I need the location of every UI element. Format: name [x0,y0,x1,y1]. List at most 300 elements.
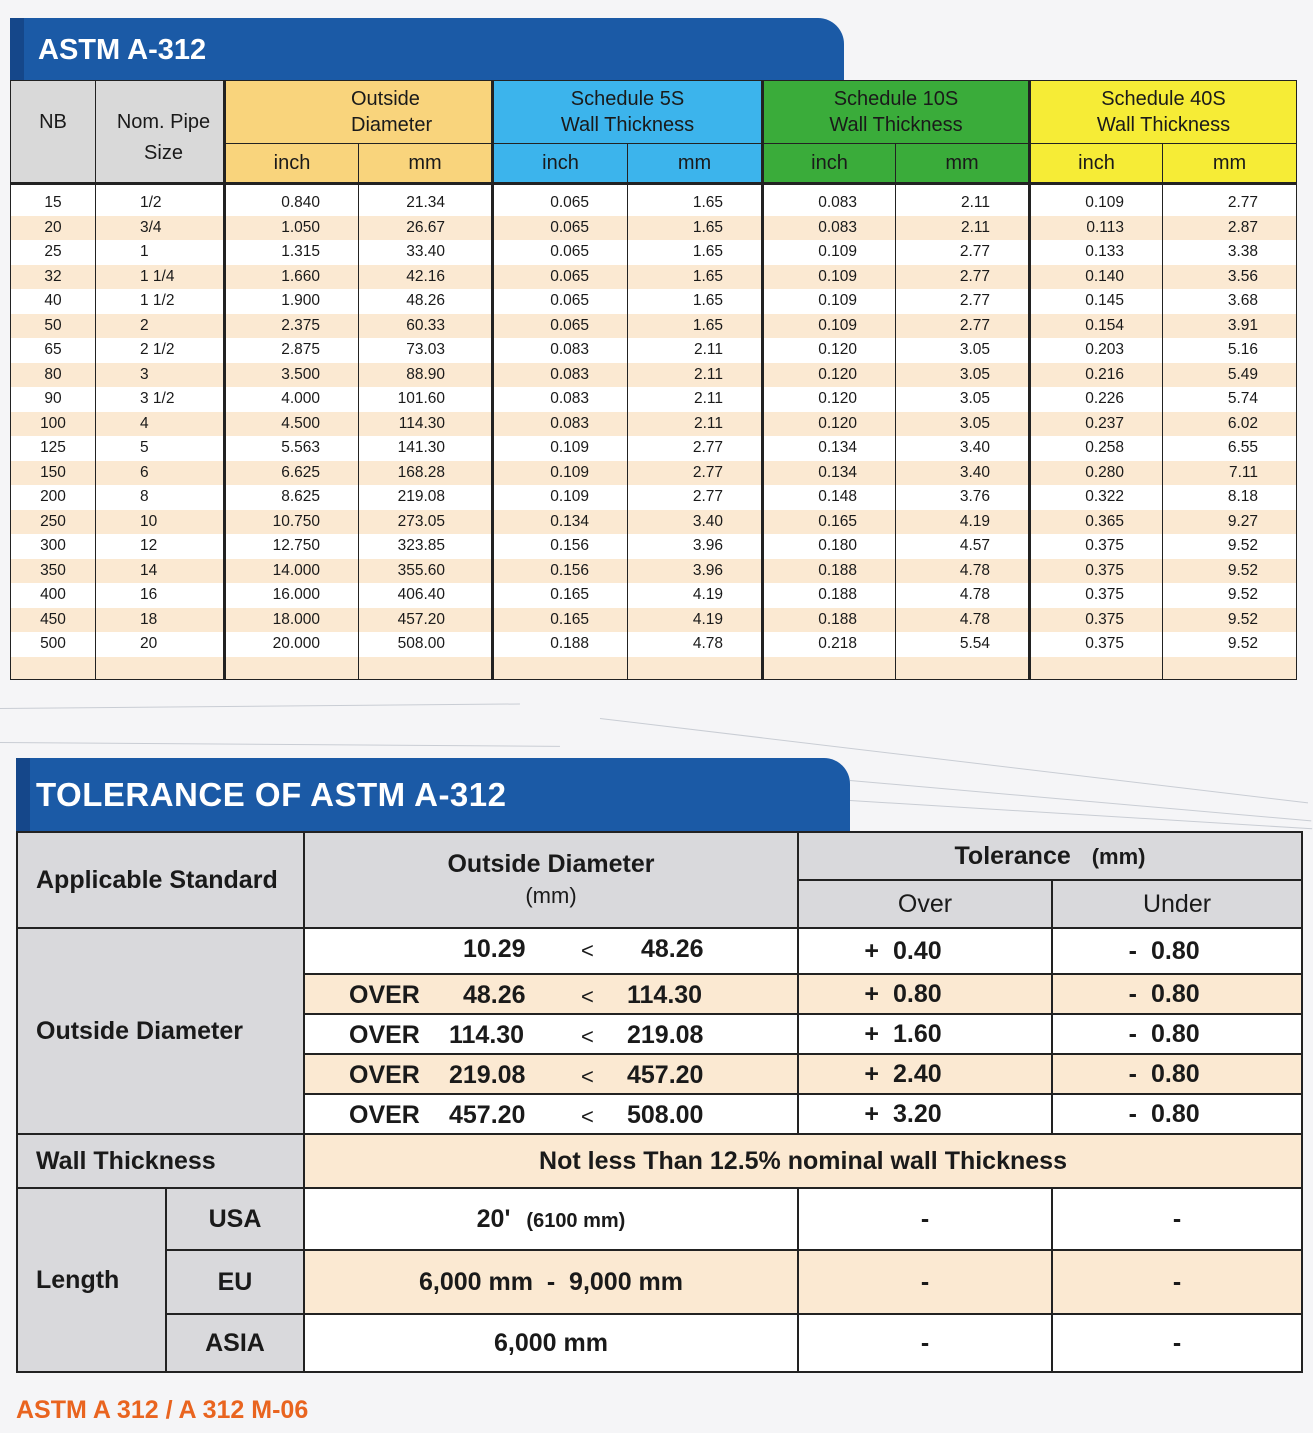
cell-s40-inch: 0.375 [1030,534,1163,559]
cell-s10-inch: 0.083 [763,184,896,216]
tolerance-under-value: 0.80 [1151,1019,1200,1048]
cell-s10-mm: 3.76 [896,485,1030,510]
col-header-5s-inch: inch [493,144,628,184]
cell-s10-mm: 4.78 [896,583,1030,608]
cell-s10-mm: 2.77 [896,265,1030,290]
decorative-line [0,703,520,709]
cell-s40-inch: 0.280 [1030,461,1163,486]
cell-od-inch: 2.875 [225,338,359,363]
cell-od-inch: 1.900 [225,289,359,314]
length-tolerance-over: - [798,1314,1052,1372]
cell-od-inch: 8.625 [225,485,359,510]
cell-s40-inch: 0.216 [1030,363,1163,388]
cell-od-inch: 0.840 [225,184,359,216]
cell-s10-inch: 0.083 [763,216,896,241]
cell-s5-inch: 0.156 [493,534,628,559]
cell-s5-mm: 1.65 [628,184,763,216]
cell-s40-inch: 0.365 [1030,510,1163,535]
cell-s10-mm: 3.05 [896,412,1030,437]
cell-s5-inch: 0.156 [493,559,628,584]
cell-s40-mm: 2.77 [1163,184,1297,216]
cell-s10-mm: 2.77 [896,314,1030,339]
tolerance-over [798,1054,1052,1094]
cell-s10-mm: 5.54 [896,632,1030,657]
od-range-op: < [581,984,594,1009]
cell-nb: 65 [11,338,96,363]
cell-s5-mm: 4.78 [628,632,763,657]
empty-cell [96,657,225,680]
header-outside-diameter [304,832,798,928]
table-row-spacer [11,657,1297,680]
cell-s40-inch: 0.145 [1030,289,1163,314]
col-header-schedule-40s: Schedule 40S Wall Thickness [1030,81,1297,144]
cell-nom-size: 4 [96,412,225,437]
cell-s10-inch: 0.120 [763,387,896,412]
od-range [304,1014,798,1054]
cell-s10-inch: 0.120 [763,338,896,363]
cell-od-mm: 323.85 [359,534,493,559]
cell-s10-mm: 4.78 [896,608,1030,633]
length-value-main: 6,000 mm - 9,000 mm [418,1267,684,1296]
decorative-line [0,742,560,747]
cell-od-inch: 6.625 [225,461,359,486]
cell-s40-inch: 0.237 [1030,412,1163,437]
table-row [11,534,1297,559]
cell-s5-mm: 3.40 [628,510,763,535]
cell-s5-inch: 0.165 [493,608,628,633]
cell-od-inch: 10.750 [225,510,359,535]
cell-s5-mm: 1.65 [628,240,763,265]
cell-nb: 25 [11,240,96,265]
cell-s10-mm: 3.05 [896,387,1030,412]
cell-od-inch: 4.000 [225,387,359,412]
tolerance-under-value: 0.80 [1151,1059,1200,1088]
table-row [11,338,1297,363]
empty-cell [896,657,1030,680]
od-range [304,928,798,974]
od-range-to: 219.08 [627,1021,704,1049]
tolerance-under-sign: - [1128,1059,1137,1088]
tolerance-over-value: 1.60 [893,1019,942,1048]
tolerance-table [16,831,1303,1373]
cell-nb: 40 [11,289,96,314]
tolerance-under [1052,928,1302,974]
empty-cell [1030,657,1163,680]
tolerance-over [798,1014,1052,1054]
cell-s10-inch: 0.134 [763,461,896,486]
cell-s40-mm: 9.27 [1163,510,1297,535]
tolerance-over-value: 0.40 [893,936,942,965]
cell-s40-inch: 0.133 [1030,240,1163,265]
cell-s10-inch: 0.109 [763,289,896,314]
cell-od-mm: 48.26 [359,289,493,314]
cell-s40-mm: 5.16 [1163,338,1297,363]
section-title-astm-a312: ASTM A-312 [10,18,844,82]
cell-od-inch: 18.000 [225,608,359,633]
cell-s5-mm: 4.19 [628,608,763,633]
cell-nb: 250 [11,510,96,535]
header-tolerance [798,832,1302,880]
tolerance-under-value: 0.80 [1151,979,1200,1008]
tolerance-under [1052,1014,1302,1054]
cell-s5-mm: 1.65 [628,216,763,241]
cell-od-inch: 12.750 [225,534,359,559]
cell-s10-inch: 0.120 [763,412,896,437]
cell-od-inch: 1.050 [225,216,359,241]
tolerance-over-sign: + [864,1019,879,1048]
cell-nb: 50 [11,314,96,339]
cell-s40-inch: 0.375 [1030,608,1163,633]
cell-s40-mm: 3.38 [1163,240,1297,265]
col-header-10s-inch: inch [763,144,896,184]
cell-od-inch: 3.500 [225,363,359,388]
cell-s10-mm: 3.40 [896,436,1030,461]
length-tolerance-under: - [1052,1314,1302,1372]
cell-od-inch: 20.000 [225,632,359,657]
table-row [11,583,1297,608]
cell-s5-inch: 0.065 [493,265,628,290]
tolerance-over-sign: + [864,936,879,965]
cell-nom-size: 1 1/4 [96,265,225,290]
tolerance-under [1052,974,1302,1014]
cell-nom-size: 3/4 [96,216,225,241]
cell-s5-inch: 0.165 [493,583,628,608]
cell-nb: 20 [11,216,96,241]
cell-s5-mm: 1.65 [628,265,763,290]
header-under: Under [1052,880,1302,928]
cell-od-mm: 101.60 [359,387,493,412]
cell-nom-size: 18 [96,608,225,633]
length-region: EU [166,1250,304,1314]
cell-od-mm: 73.03 [359,338,493,363]
od-range-to: 114.30 [627,981,703,1009]
length-value-note: (6100 mm) [526,1209,626,1232]
cell-nb: 300 [11,534,96,559]
cell-nb: 450 [11,608,96,633]
table-row [11,412,1297,437]
cell-s10-inch: 0.188 [763,583,896,608]
tolerance-under [1052,1054,1302,1094]
cell-nb: 200 [11,485,96,510]
col-header-od-mm: mm [359,144,493,184]
cell-s5-mm: 1.65 [628,289,763,314]
cell-nb: 350 [11,559,96,584]
length-value [304,1250,798,1314]
od-range [304,1094,798,1134]
cell-nom-size: 10 [96,510,225,535]
empty-cell [628,657,763,680]
cell-s5-inch: 0.109 [493,461,628,486]
cell-s5-mm: 2.77 [628,436,763,461]
header-od-label: Outside Diameter [447,850,655,878]
cell-od-mm: 26.67 [359,216,493,241]
cell-s40-inch: 0.203 [1030,338,1163,363]
cell-nom-size: 16 [96,583,225,608]
cell-nom-size: 2 1/2 [96,338,225,363]
table-row [11,608,1297,633]
col-header-nom-pipe-size: Nom. Pipe Size [96,81,225,184]
cell-s5-inch: 0.065 [493,184,628,216]
cell-od-mm: 42.16 [359,265,493,290]
header-tolerance-label: Tolerance [954,841,1071,870]
tolerance-over-sign: + [864,979,879,1008]
cell-s5-inch: 0.134 [493,510,628,535]
od-range-prefix: OVER [349,1101,420,1129]
table-row [11,436,1297,461]
tolerance-over-sign: + [864,1099,879,1128]
od-range-from: 219.08 [449,1061,526,1089]
od-range-op: < [581,938,594,963]
cell-s10-inch: 0.218 [763,632,896,657]
cell-od-mm: 508.00 [359,632,493,657]
cell-od-mm: 141.30 [359,436,493,461]
table-row [11,184,1297,216]
tolerance-under [1052,1094,1302,1134]
cell-od-mm: 114.30 [359,412,493,437]
cell-od-mm: 168.28 [359,461,493,486]
cell-s5-inch: 0.065 [493,314,628,339]
cell-s10-mm: 2.77 [896,289,1030,314]
tolerance-under-sign: - [1128,979,1137,1008]
cell-s5-inch: 0.083 [493,363,628,388]
length-label: Length [17,1188,166,1372]
cell-s40-mm: 5.74 [1163,387,1297,412]
table-row [11,387,1297,412]
cell-nom-size: 2 [96,314,225,339]
cell-s40-mm: 5.49 [1163,363,1297,388]
cell-s10-inch: 0.134 [763,436,896,461]
od-range-from: 10.29 [463,935,526,963]
od-range-op: < [581,1064,594,1089]
od-range-prefix: OVER [349,1061,420,1089]
cell-nom-size: 1/2 [96,184,225,216]
cell-nom-size: 6 [96,461,225,486]
cell-od-mm: 88.90 [359,363,493,388]
tolerance-over-value: 2.40 [893,1059,942,1088]
cell-od-mm: 406.40 [359,583,493,608]
cell-s40-mm: 2.87 [1163,216,1297,241]
cell-s10-inch: 0.109 [763,314,896,339]
od-range [304,1054,798,1094]
cell-od-inch: 14.000 [225,559,359,584]
cell-s10-mm: 4.57 [896,534,1030,559]
cell-s5-mm: 3.96 [628,534,763,559]
wall-thickness-label: Wall Thickness [17,1134,304,1188]
cell-nom-size: 8 [96,485,225,510]
table-row [11,559,1297,584]
cell-s5-inch: 0.109 [493,436,628,461]
cell-od-inch: 1.315 [225,240,359,265]
empty-cell [359,657,493,680]
table-row [11,240,1297,265]
table-row [11,461,1297,486]
cell-s10-inch: 0.148 [763,485,896,510]
pipe-dimension-table [10,80,1297,680]
cell-s5-inch: 0.065 [493,240,628,265]
length-tolerance-under: - [1052,1250,1302,1314]
cell-s5-mm: 2.11 [628,363,763,388]
empty-cell [225,657,359,680]
standard-footer: ASTM A 312 / A 312 M-06 [16,1396,309,1424]
cell-nb: 90 [11,387,96,412]
header-over: Over [798,880,1052,928]
length-value-main: 20' [476,1204,511,1233]
col-header-outside-diameter: Outside Diameter [225,81,493,144]
cell-nom-size: 12 [96,534,225,559]
cell-s40-inch: 0.322 [1030,485,1163,510]
empty-cell [763,657,896,680]
cell-s5-inch: 0.188 [493,632,628,657]
cell-s5-mm: 2.11 [628,338,763,363]
length-tolerance-over: - [798,1250,1052,1314]
col-header-schedule-10s: Schedule 10S Wall Thickness [763,81,1030,144]
od-range-to: 457.20 [627,1061,704,1089]
section-title-tolerance: TOLERANCE OF ASTM A-312 [16,758,850,832]
cell-s5-mm: 2.77 [628,485,763,510]
cell-s40-mm: 6.02 [1163,412,1297,437]
tolerance-over [798,1094,1052,1134]
cell-s10-mm: 3.05 [896,363,1030,388]
tolerance-over [798,928,1052,974]
tolerance-over-value: 0.80 [893,979,942,1008]
od-range-op: < [581,1024,594,1049]
length-tolerance-over: - [798,1188,1052,1250]
cell-s10-mm: 4.78 [896,559,1030,584]
cell-s5-inch: 0.083 [493,338,628,363]
col-header-schedule-5s: Schedule 5S Wall Thickness [493,81,763,144]
length-region: ASIA [166,1314,304,1372]
cell-s40-mm: 9.52 [1163,632,1297,657]
cell-nb: 500 [11,632,96,657]
length-row [17,1314,1302,1372]
cell-od-mm: 33.40 [359,240,493,265]
cell-s5-inch: 0.065 [493,289,628,314]
length-value [304,1188,798,1250]
cell-s5-mm: 2.11 [628,412,763,437]
length-value-main: 6,000 mm [494,1328,608,1357]
cell-od-inch: 16.000 [225,583,359,608]
wall-thickness-value: Not less Than 12.5% nominal wall Thickness [304,1134,1302,1188]
cell-s5-inch: 0.065 [493,216,628,241]
length-tolerance-under: - [1052,1188,1302,1250]
cell-od-inch: 1.660 [225,265,359,290]
empty-cell [493,657,628,680]
tolerance-under-value: 0.80 [1151,1099,1200,1128]
cell-s10-mm: 2.11 [896,184,1030,216]
cell-nb: 32 [11,265,96,290]
cell-s40-inch: 0.109 [1030,184,1163,216]
col-header-5s-mm: mm [628,144,763,184]
cell-s5-inch: 0.083 [493,387,628,412]
cell-s5-mm: 4.19 [628,583,763,608]
od-range-prefix: OVER [349,981,420,1009]
cell-od-mm: 457.20 [359,608,493,633]
col-header-40s-inch: inch [1030,144,1163,184]
cell-nom-size: 1 1/2 [96,289,225,314]
cell-od-mm: 21.34 [359,184,493,216]
cell-s40-mm: 7.11 [1163,461,1297,486]
table-row [11,485,1297,510]
cell-nom-size: 14 [96,559,225,584]
cell-nom-size: 3 1/2 [96,387,225,412]
cell-nb: 400 [11,583,96,608]
od-range [304,974,798,1014]
cell-s10-inch: 0.120 [763,363,896,388]
cell-nom-size: 3 [96,363,225,388]
cell-od-mm: 273.05 [359,510,493,535]
cell-od-inch: 4.500 [225,412,359,437]
tolerance-under-sign: - [1128,936,1137,965]
od-range-from: 114.30 [449,1021,525,1049]
cell-od-inch: 2.375 [225,314,359,339]
od-range-prefix: OVER [349,1021,420,1049]
cell-s40-mm: 3.56 [1163,265,1297,290]
od-range-from: 457.20 [449,1101,526,1129]
cell-s40-inch: 0.258 [1030,436,1163,461]
empty-cell [11,657,96,680]
cell-nb: 15 [11,184,96,216]
cell-nb: 150 [11,461,96,486]
od-range-to: 48.26 [641,935,704,963]
cell-s40-inch: 0.226 [1030,387,1163,412]
length-row [17,1188,1302,1250]
cell-s10-inch: 0.188 [763,608,896,633]
cell-s40-mm: 9.52 [1163,583,1297,608]
cell-s40-mm: 3.91 [1163,314,1297,339]
cell-od-mm: 60.33 [359,314,493,339]
cell-nb: 100 [11,412,96,437]
cell-s10-inch: 0.188 [763,559,896,584]
empty-cell [1163,657,1297,680]
length-row [17,1250,1302,1314]
cell-s5-inch: 0.109 [493,485,628,510]
cell-od-inch: 5.563 [225,436,359,461]
od-range-from: 48.26 [463,981,526,1009]
cell-s40-mm: 9.52 [1163,534,1297,559]
cell-s10-inch: 0.165 [763,510,896,535]
table-row [11,363,1297,388]
outside-diameter-label: Outside Diameter [17,928,304,1134]
cell-s5-mm: 2.11 [628,387,763,412]
header-applicable-standard: Applicable Standard [17,832,304,928]
od-tolerance-row [17,928,1302,974]
tolerance-over-sign: + [864,1059,879,1088]
cell-s10-mm: 4.19 [896,510,1030,535]
cell-s40-inch: 0.154 [1030,314,1163,339]
cell-s40-mm: 6.55 [1163,436,1297,461]
cell-s40-inch: 0.140 [1030,265,1163,290]
table-row [11,265,1297,290]
cell-s5-mm: 3.96 [628,559,763,584]
col-header-nb: NB [11,81,96,184]
cell-s40-mm: 8.18 [1163,485,1297,510]
cell-nom-size: 5 [96,436,225,461]
cell-s10-mm: 2.77 [896,240,1030,265]
cell-s40-mm: 9.52 [1163,608,1297,633]
cell-s40-mm: 3.68 [1163,289,1297,314]
tolerance-under-sign: - [1128,1019,1137,1048]
table-row [11,289,1297,314]
cell-s5-inch: 0.083 [493,412,628,437]
header-od-unit: (mm) [525,883,577,908]
table-row [11,632,1297,657]
cell-s5-mm: 1.65 [628,314,763,339]
col-header-od-inch: inch [225,144,359,184]
cell-s40-inch: 0.113 [1030,216,1163,241]
cell-s10-mm: 2.11 [896,216,1030,241]
length-region: USA [166,1188,304,1250]
table-row [11,510,1297,535]
